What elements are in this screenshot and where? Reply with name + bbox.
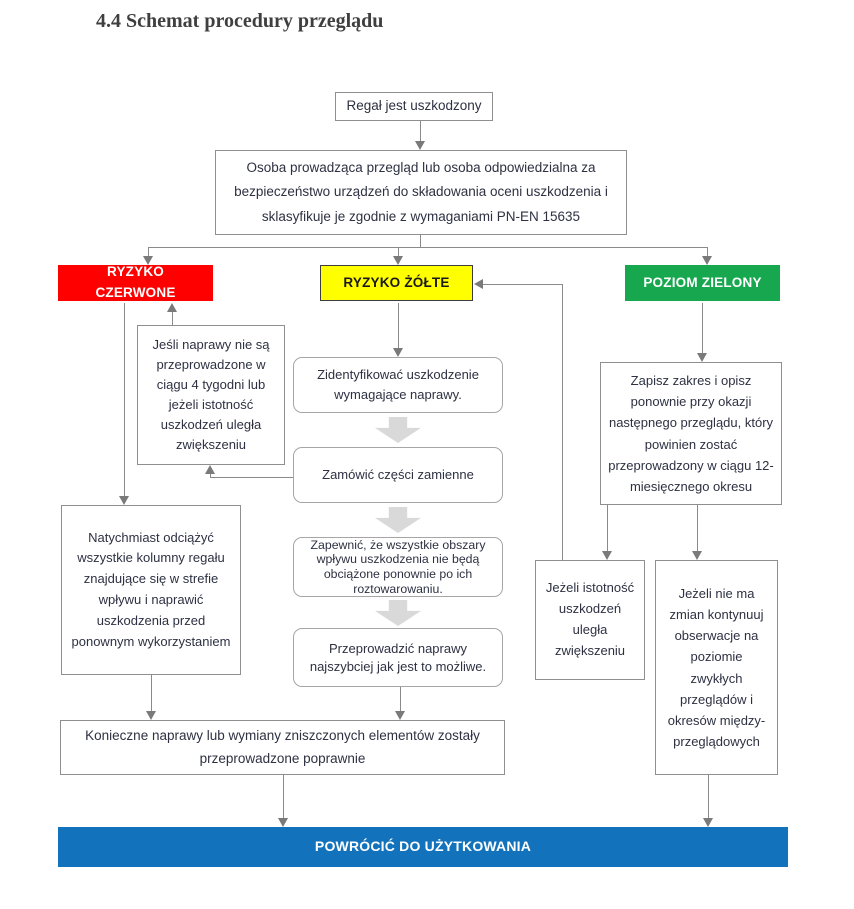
node-return-to-use: POWRÓCIĆ DO UŻYTKOWANIA xyxy=(58,827,788,867)
arrowhead-down-icon xyxy=(393,348,403,357)
node-red-action: Natychmiast odciążyć wszystkie kolumny regału znajdujące się w strefie wpływu i naprawić uszkodzenia przed ponownym wykorzystaniem xyxy=(61,505,241,675)
connector-action-increase xyxy=(607,505,608,551)
arrowhead-down-icon xyxy=(119,496,129,505)
node-green-action: Zapisz zakres i opisz ponownie przy okazji następnego przeglądu, który powinien zostać przeprowadzony w ciągu 12-miesięcznego okresu xyxy=(600,362,782,505)
node-red-header: RYZYKO CZERWONE xyxy=(58,265,213,301)
arrowhead-down-icon xyxy=(602,551,612,560)
arrowhead-down-icon xyxy=(702,256,712,265)
connector-step2-condition-riser xyxy=(210,474,211,478)
node-repairs-done: Konieczne naprawy lub wymiany zniszczonych elementów zostały przeprowadzone poprawnie xyxy=(60,720,505,775)
node-yellow-step-1: Zidentyfikować uszkodzenie wymagające naprawy. xyxy=(293,357,503,413)
arrowhead-down-icon xyxy=(393,256,403,265)
node-green-header: POZIOM ZIELONY xyxy=(625,265,780,301)
arrowhead-down-icon xyxy=(143,256,153,265)
arrowhead-up-icon xyxy=(167,303,177,312)
connector-step2-condition xyxy=(210,477,293,478)
arrowhead-left-icon xyxy=(474,279,483,289)
block-arrow-down-icon xyxy=(375,417,421,443)
connector-nochange-return xyxy=(708,775,709,818)
section-title: 4.4 Schemat procedury przeglądu xyxy=(96,10,384,32)
arrowhead-down-icon xyxy=(146,711,156,720)
arrowhead-down-icon xyxy=(415,141,425,150)
connector-step4-repairs xyxy=(400,687,401,711)
node-start: Regał jest uszkodzony xyxy=(335,92,493,121)
connector-repairs-return xyxy=(283,775,284,818)
arrowhead-down-icon xyxy=(692,551,702,560)
connector-red-action xyxy=(124,303,125,496)
node-assessment: Osoba prowadząca przegląd lub osoba odpowiedzialna za bezpieczeństwo urządzeń do składowania oceni uszkodzenia i sklasyfikuje je zgodnie z wymaganiami PN-EN 15635 xyxy=(215,150,627,235)
arrowhead-down-icon xyxy=(703,818,713,827)
arrowhead-up-icon xyxy=(205,465,215,474)
node-green-increase: Jeżeli istotność uszkodzeń uległa zwiększeniu xyxy=(535,560,645,680)
arrowhead-down-icon xyxy=(278,818,288,827)
node-yellow-step-4: Przeprowadzić naprawy najszybciej jak jest to możliwe. xyxy=(293,628,503,687)
node-yellow-step-2: Zamówić części zamienne xyxy=(293,447,503,503)
connector-yellow-step1 xyxy=(398,303,399,348)
block-arrow-down-icon xyxy=(375,507,421,533)
connector-assessment-branch xyxy=(420,235,421,247)
connector-redaction-repairs xyxy=(151,675,152,711)
connector-increase-feedback-horizontal xyxy=(483,284,563,285)
connector-increase-feedback-vertical xyxy=(562,284,563,560)
arrowhead-down-icon xyxy=(697,353,707,362)
block-arrow-down-icon xyxy=(375,600,421,626)
node-yellow-step-3: Zapewnić, że wszystkie obszary wpływu uszkodzenia nie będą obciążone ponownie po ich roztowarowaniu. xyxy=(293,537,503,597)
connector-branch-horizontal xyxy=(148,247,707,248)
connector-start-assessment xyxy=(420,121,421,142)
arrowhead-down-icon xyxy=(395,711,405,720)
node-green-no-change: Jeżeli nie ma zmian kontynuuj obserwacje na poziomie zwykłych przeglądów i okresów między-przeglądowych xyxy=(655,560,778,775)
connector-action-nochange xyxy=(697,505,698,551)
connector-condition-red xyxy=(172,312,173,325)
node-yellow-header: RYZYKO ŻÓŁTE xyxy=(320,265,473,301)
node-red-condition: Jeśli naprawy nie są przeprowadzone w ciągu 4 tygodni lub jeżeli istotność uszkodzeń uległa zwiększeniu xyxy=(137,325,285,465)
connector-green-action xyxy=(702,303,703,353)
